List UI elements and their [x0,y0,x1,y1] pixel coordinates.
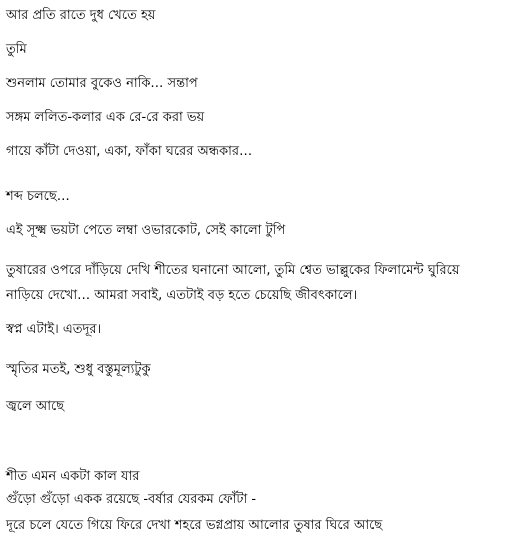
poem-line-11: স্মৃতির মতই, শুধু বস্তুমূল্যটুকু [6,362,151,377]
poem-line-10: স্বপ্ন এটাই। এতদূর। [6,322,102,337]
poem-line-5: গায়ে কাঁটা দেওয়া, একা, ফাঁকা ঘরের অন্ধকার… [6,144,253,159]
poem-line-9: নাড়িয়ে দেখো… আমরা সবাই, এতটাই বড় হতে চেয়েছি জীবৎকালে। [6,288,358,303]
poem-line-7: এই সূক্ষ্ম ভয়টা পেতে লম্বা ওভারকোট, সেই কালো টুপি [6,223,286,238]
poem-line-6: শব্দ চলছে… [6,189,70,204]
poem-line-4: সঙ্গম ললিত-কলার এক রে-রে করা ভয় [6,110,205,125]
poem-line-12: জ্বলে আছে [6,399,65,414]
poem-line-8: তুষারের ওপরে দাঁড়িয়ে দেখি শীতের ঘনানো আলো, তুমি শ্বেত ভাল্লুকের ফিলামেন্ট ঘুরিয়ে [6,263,460,278]
poem-line-15: দূরে চলে যেতে গিয়ে ফিরে দেখা শহরে ভগ্নপ্রায় আলোর তুষার ঘিরে আছে [6,518,383,533]
poem-line-3: শুনলাম তোমার বুকেও নাকি… সন্তাপ [6,76,198,91]
poem-line-13: শীত এমন একটা কাল যার [6,469,140,484]
poem-line-1: আর প্রতি রাতে দুধ খেতে হয় [6,8,156,23]
poem-line-2: তুমি [6,42,27,57]
poem-line-14: গুঁড়ো গুঁড়ো একক রয়েছে -বর্ষার যেরকম ফোঁটা - [6,492,257,507]
